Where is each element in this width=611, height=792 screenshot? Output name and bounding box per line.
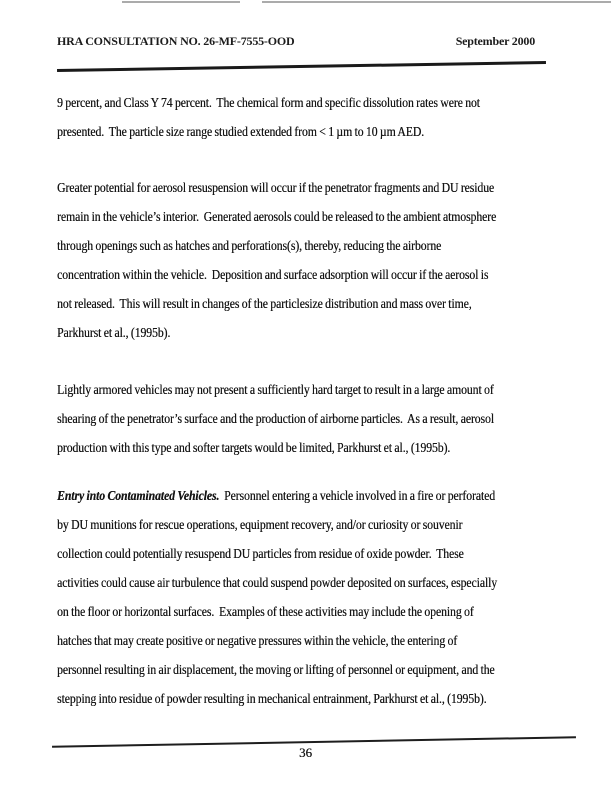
scan-artifact-line — [262, 1, 611, 3]
page-header — [57, 34, 535, 49]
page-number: 36 — [299, 745, 312, 760]
text-line: on the floor or horizontal surfaces. Examples of these activities may include the opening of — [57, 604, 474, 619]
text-line: Parkhurst et al., (1995b). — [57, 325, 171, 340]
header-document-number: HRA CONSULTATION NO. 26-MF-7555-OOD — [57, 34, 295, 48]
text-line: shearing of the penetrator’s surface and the production of airborne particles. As a result, aerosol — [57, 411, 494, 426]
paragraph — [57, 375, 579, 462]
text-line: Entry into Contaminated Vehicles. Personnel entering a vehicle involved in a fire or perforated — [57, 488, 495, 503]
text-line: stepping into residue of powder resulting in mechanical entrainment, Parkhurst et al., (1995b). — [57, 691, 487, 706]
paragraph-lead-heading: Entry into Contaminated Vehicles. — [57, 488, 220, 503]
text-line: Lightly armored vehicles may not present a sufficiently hard target to result in a large amount of — [57, 382, 494, 397]
text-line: activities could cause air turbulence that could suspend powder deposited on surfaces, especially — [57, 575, 498, 590]
text-line: by DU munitions for rescue operations, equipment recovery, and/or curiosity or souvenir — [57, 517, 463, 532]
text-line: presented. The particle size range studied extended from < 1 µm to 10 µm AED. — [57, 124, 425, 139]
text-line: personnel resulting in air displacement, the moving or lifting of personnel or equipment, and the — [57, 662, 495, 677]
text-line: not released. This will result in changes of the particlesize distribution and mass over time, — [57, 296, 472, 311]
scan-artifact-line — [122, 1, 240, 3]
text-line: through openings such as hatches and perforations(s), thereby, reducing the airborne — [57, 238, 442, 253]
text-line: collection could potentially resuspend DU particles from residue of oxide powder. These — [57, 546, 464, 561]
header-rule — [57, 61, 546, 72]
paragraph — [57, 173, 579, 347]
text-line: concentration within the vehicle. Deposition and surface adsorption will occur if the aerosol is — [57, 267, 489, 282]
text-line: 9 percent, and Class Y 74 percent. The chemical form and specific dissolution rates were not — [57, 95, 480, 110]
text-line: production with this type and softer targets would be limited, Parkhurst et al., (1995b). — [57, 440, 451, 455]
text-line: remain in the vehicle’s interior. Generated aerosols could be released to the ambient atmosphere — [57, 209, 497, 224]
paragraph — [57, 481, 579, 713]
text-line: hatches that may create positive or negative pressures within the vehicle, the entering of — [57, 633, 458, 648]
paragraph — [57, 88, 579, 146]
document-body — [57, 88, 579, 713]
header-date: September 2000 — [455, 34, 535, 48]
text-line: Greater potential for aerosol resuspension will occur if the penetrator fragments and DU residue — [57, 180, 495, 195]
